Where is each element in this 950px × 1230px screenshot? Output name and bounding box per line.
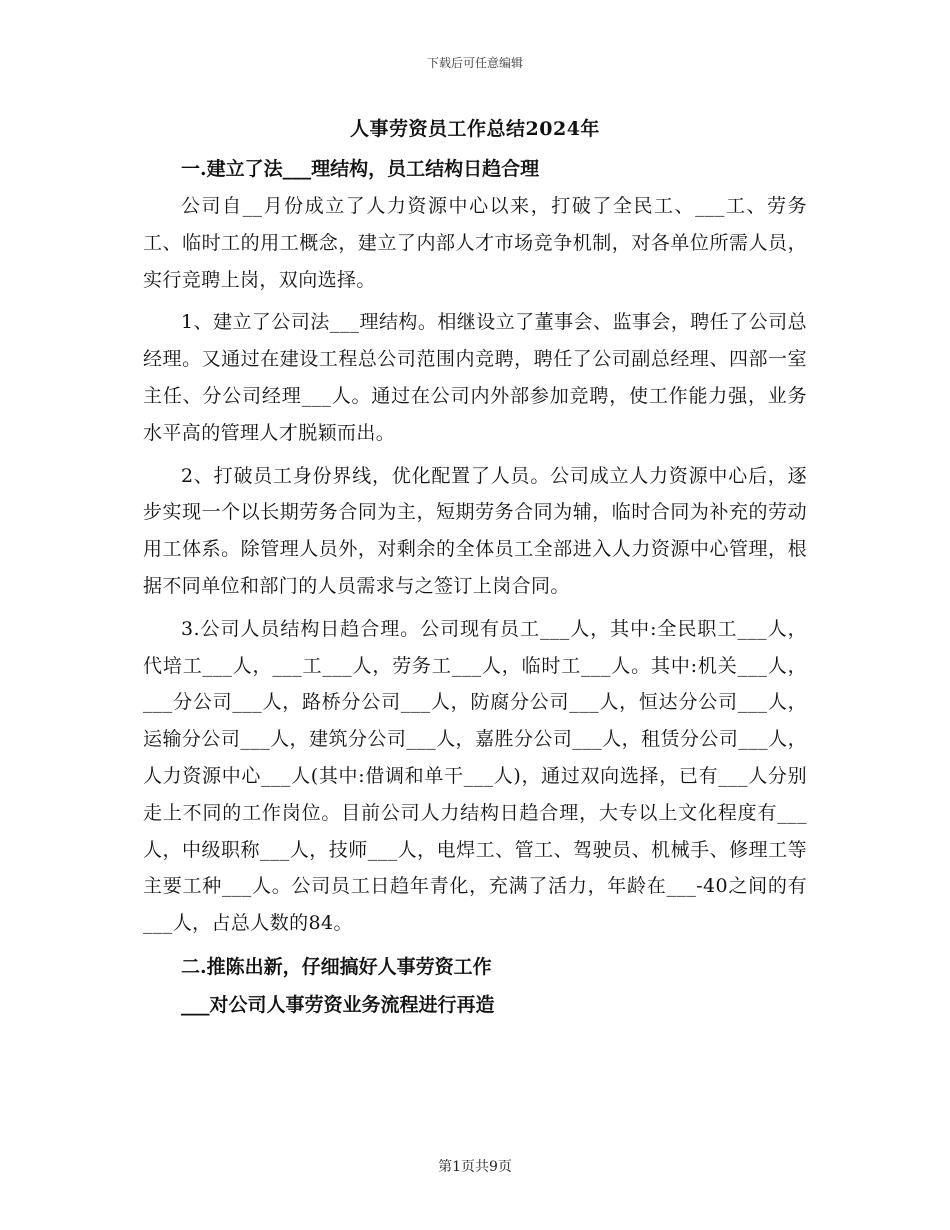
download-note: 下载后可任意编辑: [426, 56, 523, 70]
page-number: 第1页共9页: [438, 1159, 512, 1175]
document-title: 人事劳资员工作总结2024年: [350, 118, 600, 140]
section-1-heading: 一.建立了法___理结构，员工结构日趋合理: [181, 158, 540, 180]
document-body: [143, 112, 807, 1024]
paragraph-item-2: 2、打破员工身份界线，优化配置了人员。公司成立人力资源中心后，逐步实现一个以长期劳务合同为主，短期劳务合同为辅，临时合同为补充的劳动用工体系。除管理人员外，对剩余的全体员工全部进入人力资源中心管理，根据不同单位和部门的人员需求与之签订上岗合同。: [143, 464, 807, 597]
paragraph-item-1: 1、建立了公司法___理结构。相继设立了董事会、监事会，聘任了公司总经理。又通过在建设工程总公司范围内竞聘，聘任了公司副总经理、四部一室主任、分公司经理___人。通过在公司内外部参加竞聘，使工作能力强，业务水平高的管理人才脱颖而出。: [143, 311, 807, 444]
section-2-heading: 二.推陈出新，仔细搞好人事劳资工作: [181, 955, 492, 978]
paragraph-item-3: 3.公司人员结构日趋合理。公司现有员工___人，其中:全民职工___人，代培工___人，___工___人，劳务工___人，临时工___人。其中:机关___人，___分公司___人，路桥分公司___人，防腐分公司___人，恒达分公司___人，运输分公司___人，建筑分公司___人，嘉胜分公司___人，租赁分公司___人，人力资源中心___人(其中:借调和单干___人)，通过双向选择，已有___人分别走上不同的工作岗位。目前公司人力结构日趋合理，大专以上文化程度有___人，中级职称___人，技师___人，电焊工、管工、驾驶员、机械手、修理工等主要工种___人。公司员工日趋年青化，充满了活力，年龄在___-40之间的有___人，占总人数的84。: [143, 617, 807, 935]
subsection-heading: ___对公司人事劳资业务流程进行再造: [181, 993, 495, 1016]
paragraph-intro: 公司自__月份成立了人力资源中心以来，打破了全民工、___工、劳务工、临时工的用工概念，建立了内部人才市场竞争机制，对各单位所需人员，实行竞聘上岗，双向选择。: [143, 195, 807, 291]
